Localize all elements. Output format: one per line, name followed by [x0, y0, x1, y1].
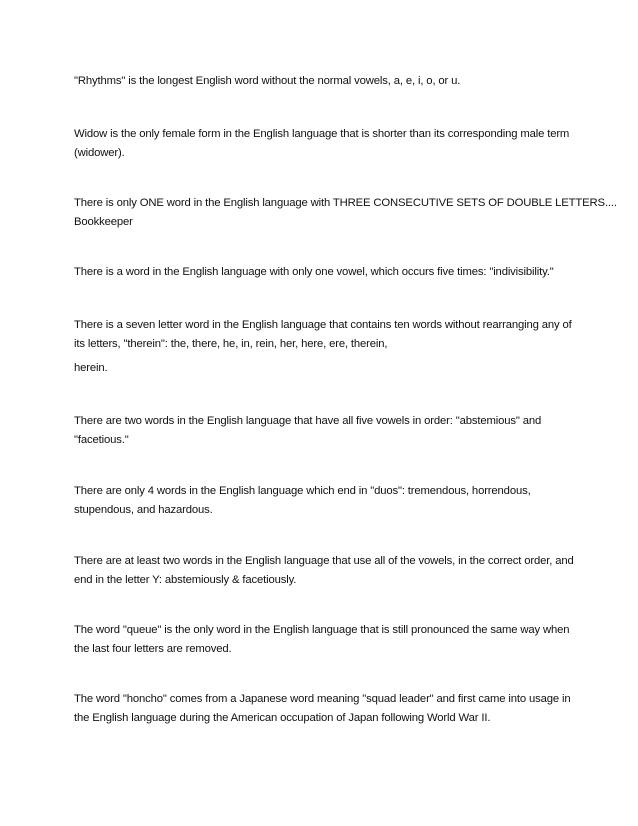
fact-abstemious	[74, 412, 574, 450]
paragraph-line: There is a word in the English language with only one vowel, which occurs five times: "indivisibility."	[74, 266, 554, 278]
paragraph-line: herein.	[74, 362, 108, 374]
fact-honcho	[74, 690, 574, 728]
fact-rhythms	[74, 72, 574, 91]
paragraph-line: There is only ONE word in the English language with THREE CONSECUTIVE SETS OF DOUBLE LETTERS....	[74, 197, 617, 209]
fact-indivisibility	[74, 263, 574, 282]
paragraph-line: Bookkeeper	[74, 216, 133, 228]
fact-queue	[74, 621, 574, 659]
paragraph-line: Widow is the only female form in the English language that is shorter than its corresponding male term	[74, 128, 570, 140]
paragraph-line: The word "honcho" comes from a Japanese word meaning "squad leader" and first came into usage in	[74, 693, 571, 705]
paragraph-line: the last four letters are removed.	[74, 643, 232, 655]
paragraph-line: There are two words in the English language that have all five vowels in order: "abstemious" and	[74, 415, 542, 427]
paragraph-line: "facetious."	[74, 434, 129, 446]
fact-widow	[74, 125, 574, 163]
fact-vowels-y	[74, 552, 574, 590]
fact-therein-continued	[74, 359, 574, 378]
paragraph-line: The word "queue" is the only word in the English language that is still pronounced the same way when	[74, 624, 570, 636]
paragraph-line: "Rhythms" is the longest English word without the normal vowels, a, e, i, o, or u.	[74, 75, 461, 87]
fact-duos	[74, 482, 574, 520]
paragraph-line: its letters, "therein": the, there, he, in, rein, her, here, ere, therein,	[74, 338, 388, 350]
paragraph-line: There are only 4 words in the English language which end in "duos": tremendous, horrendous,	[74, 485, 531, 497]
fact-bookkeeper	[74, 194, 617, 232]
paragraph-line: (widower).	[74, 147, 125, 159]
paragraph-line: stupendous, and hazardous.	[74, 504, 213, 516]
fact-therein	[74, 316, 574, 354]
paragraph-line: There are at least two words in the English language that use all of the vowels, in the correct order, and	[74, 555, 574, 567]
paragraph-line: There is a seven letter word in the English language that contains ten words without rearranging any of	[74, 319, 572, 331]
paragraph-line: end in the letter Y: abstemiously & facetiously.	[74, 574, 297, 586]
paragraph-line: the English language during the American occupation of Japan following World War II.	[74, 712, 491, 724]
